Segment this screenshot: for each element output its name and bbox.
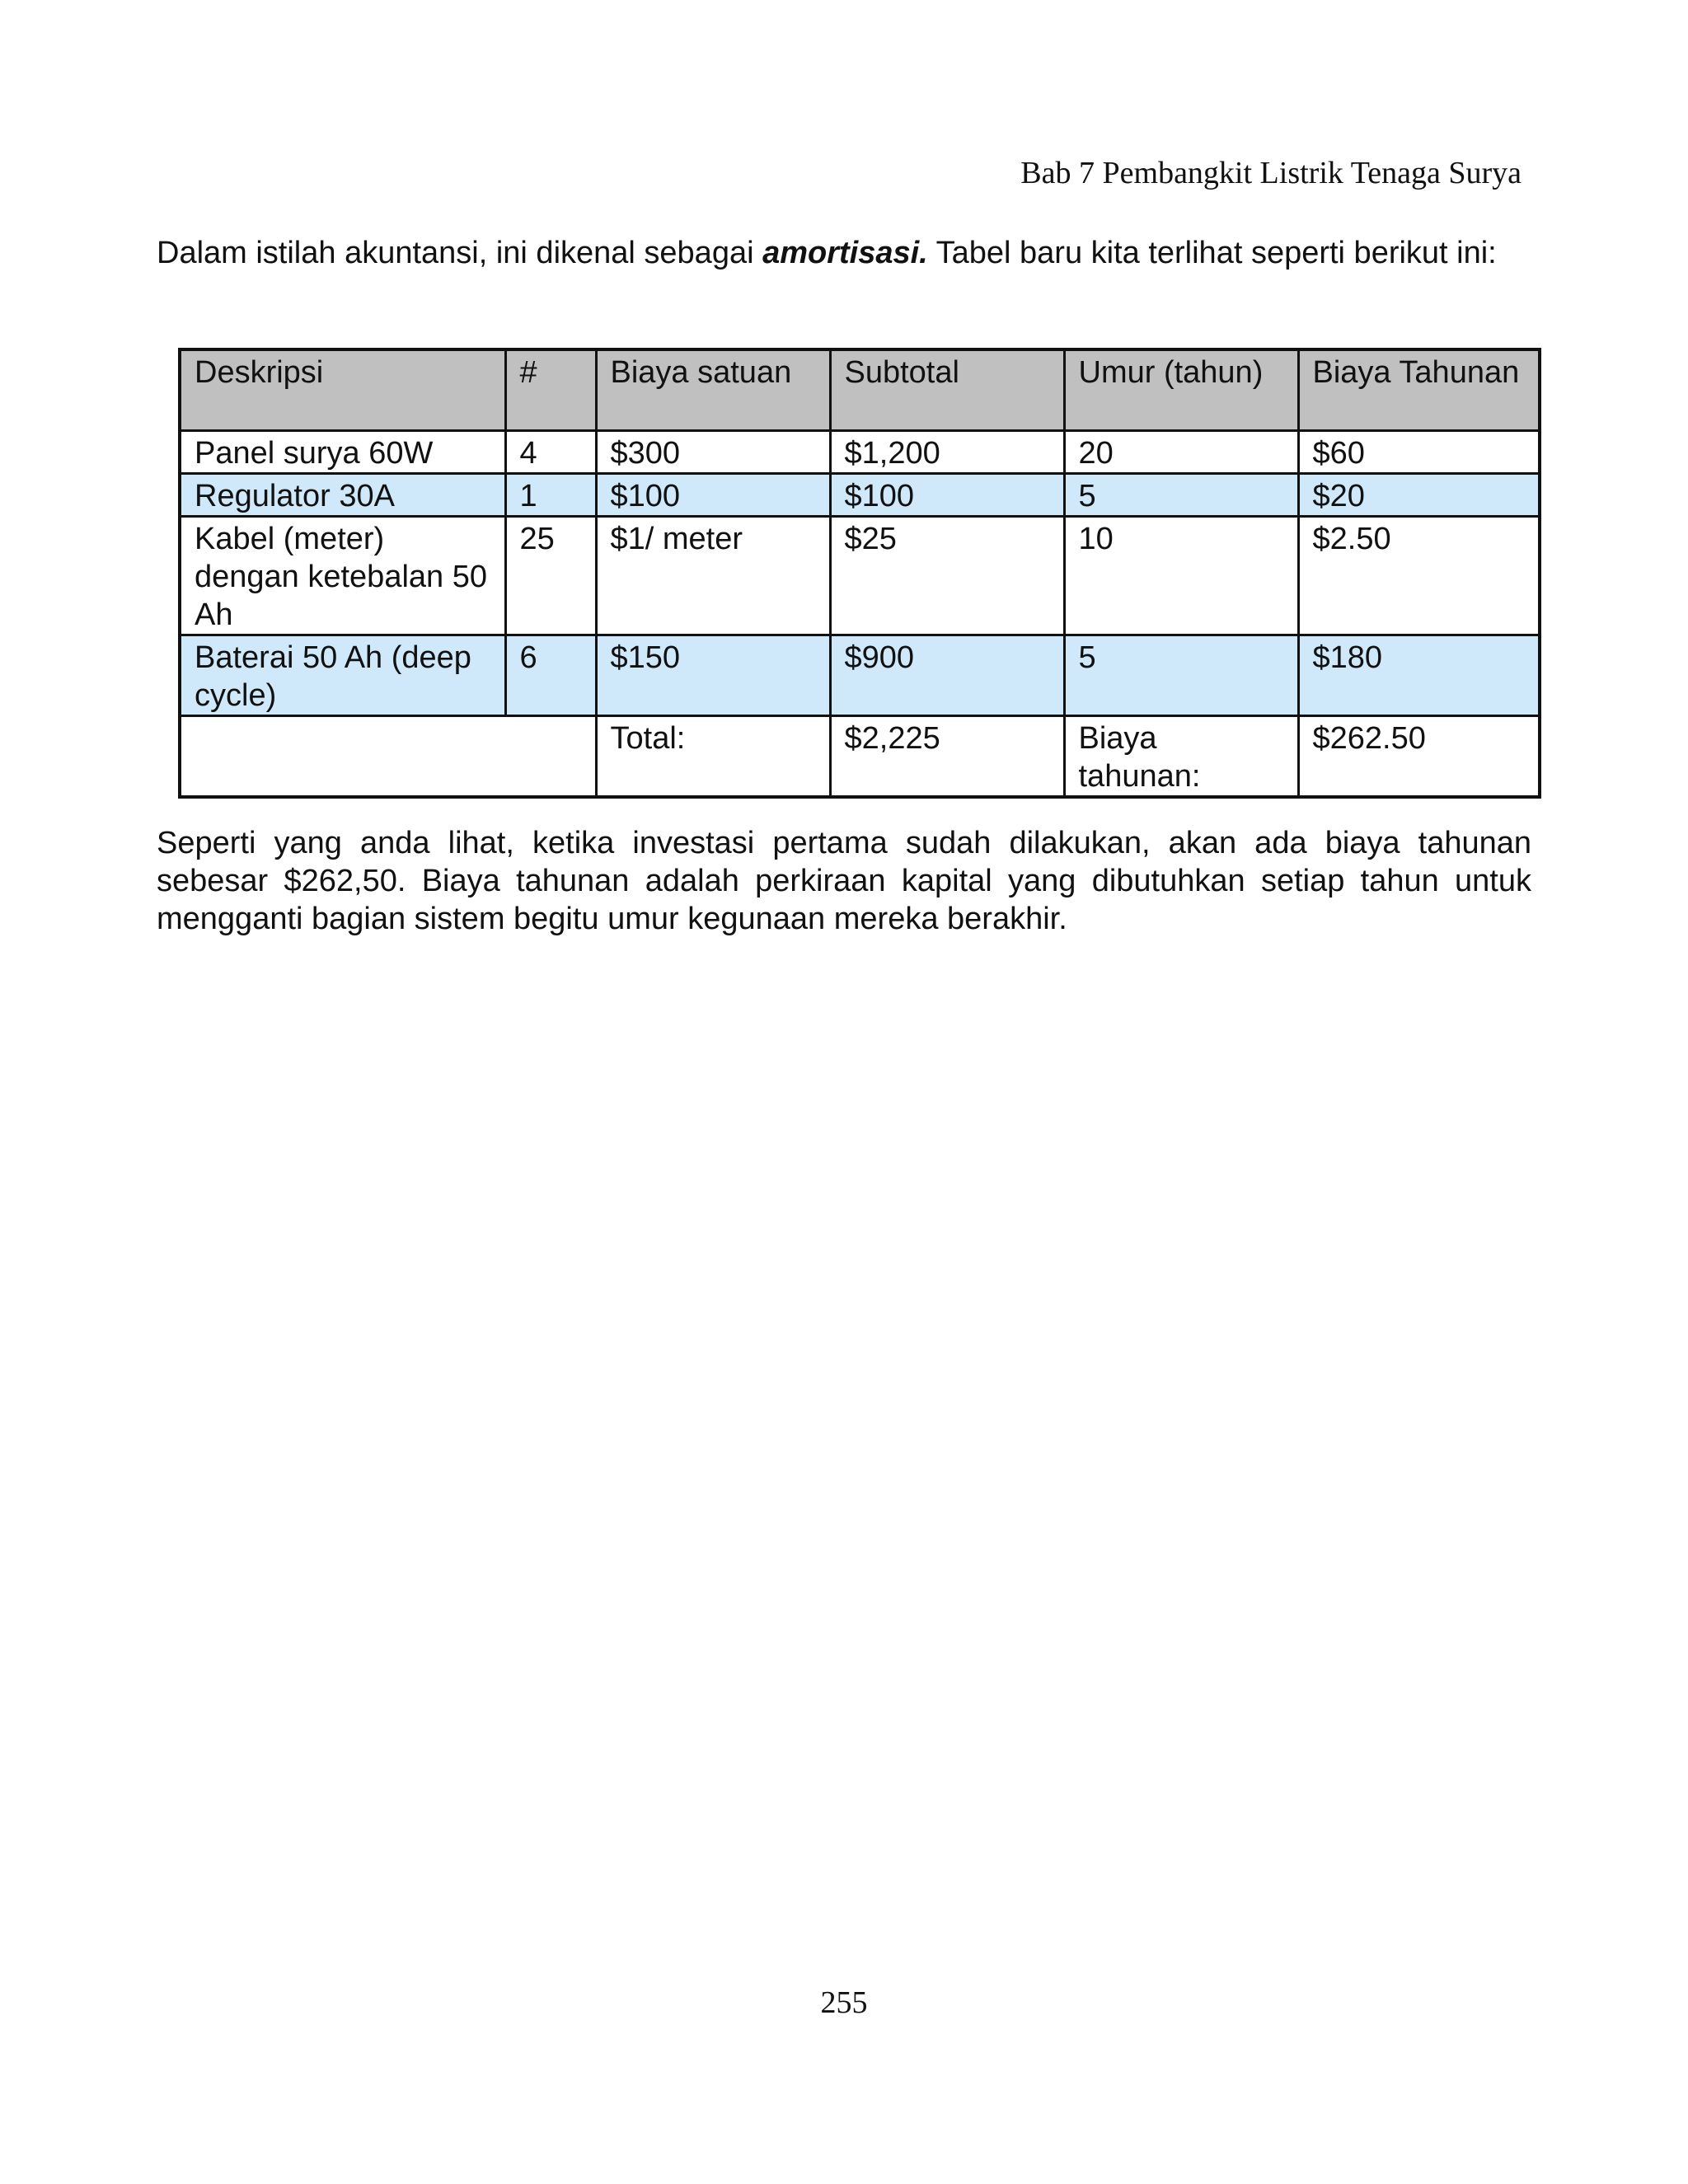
- table-cell: Panel surya 60W: [180, 431, 505, 474]
- table-total-row: [180, 716, 1540, 798]
- table-cell: $20: [1298, 474, 1540, 517]
- intro-paragraph: [157, 234, 1531, 272]
- table-cell: 5: [1064, 474, 1298, 517]
- table-cell: 20: [1064, 431, 1298, 474]
- header-cell-unit-cost: Biaya satuan: [596, 349, 830, 431]
- table-cell: $2.50: [1298, 517, 1540, 635]
- table-row: [180, 635, 1540, 716]
- table-row: [180, 474, 1540, 517]
- running-header: Bab 7 Pembangkit Listrik Tenaga Surya: [1020, 156, 1522, 190]
- table-header-row: [180, 349, 1540, 431]
- table-cell: 6: [505, 635, 596, 716]
- intro-text-before: Dalam istilah akuntansi, ini dikenal sebagai: [157, 236, 763, 270]
- table-cell: $25: [830, 517, 1064, 635]
- table-cell: 5: [1064, 635, 1298, 716]
- table-row: [180, 431, 1540, 474]
- table-cell: 10: [1064, 517, 1298, 635]
- page-number: 255: [820, 1985, 868, 2020]
- intro-text-after: Tabel baru kita terlihat seperti berikut ini:: [927, 236, 1497, 270]
- table-cell: $300: [596, 431, 830, 474]
- table-cell: $60: [1298, 431, 1540, 474]
- header-cell-subtotal: Subtotal: [830, 349, 1064, 431]
- table-cell: 1: [505, 474, 596, 517]
- table-cell: Regulator 30A: [180, 474, 505, 517]
- table-row: [180, 517, 1540, 635]
- table-cell: $100: [596, 474, 830, 517]
- table-cell: $900: [830, 635, 1064, 716]
- header-cell-description: Deskripsi: [180, 349, 505, 431]
- header-cell-lifetime: Umur (tahun): [1064, 349, 1298, 431]
- annual-cost-value: $262.50: [1298, 716, 1540, 798]
- table-cell: Kabel (meter) dengan ketebalan 50 Ah: [180, 517, 505, 635]
- table-cell: Baterai 50 Ah (deep cycle): [180, 635, 505, 716]
- header-cell-annual-cost: Biaya Tahunan: [1298, 349, 1540, 431]
- table-cell: $1/ meter: [596, 517, 830, 635]
- annual-cost-label: Biaya tahunan:: [1064, 716, 1298, 798]
- table-cell: $1,200: [830, 431, 1064, 474]
- total-value: $2,225: [830, 716, 1064, 798]
- table-cell: $150: [596, 635, 830, 716]
- table-cell: 4: [505, 431, 596, 474]
- total-row-empty-cell: [180, 716, 596, 798]
- header-cell-quantity: #: [505, 349, 596, 431]
- table-cell: $180: [1298, 635, 1540, 716]
- table-cell: 25: [505, 517, 596, 635]
- total-label: Total:: [596, 716, 830, 798]
- intro-emphasis: amortisasi.: [762, 236, 928, 270]
- conclusion-paragraph: Seperti yang anda lihat, ketika investasi pertama sudah dilakukan, akan ada biaya tahunan sebesar $262,50. Biaya tahunan adalah perkiraan kapital yang dibutuhkan setiap tahun untuk mengganti bagian sistem begitu umur kegunaan mereka berakhir.: [157, 826, 1531, 936]
- table-cell: $100: [830, 474, 1064, 517]
- cost-table: [178, 348, 1541, 799]
